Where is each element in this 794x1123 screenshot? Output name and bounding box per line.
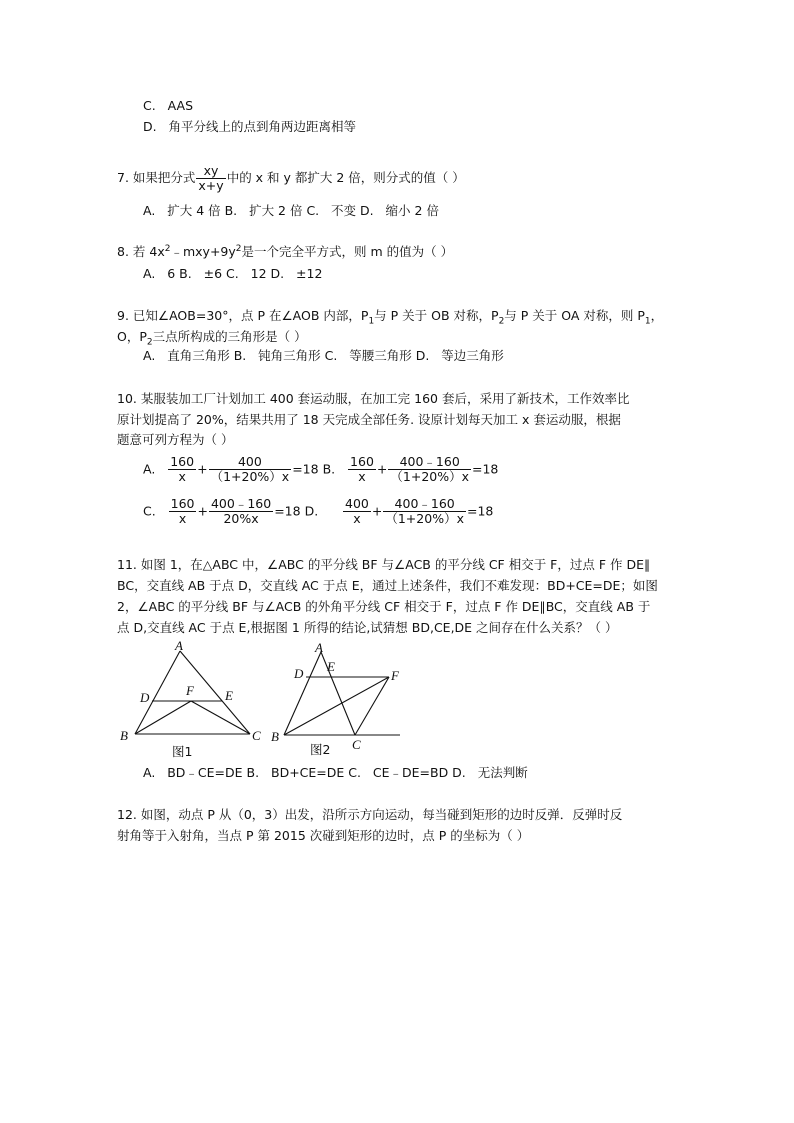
- q10-c-rhs: =18: [274, 503, 301, 519]
- q10-b-frac1: [348, 455, 376, 484]
- q7-numerator: xy: [196, 164, 225, 179]
- q7-options: A. 扩大 4 倍 B. 扩大 2 倍 C. 不变 D. 缩小 2 倍: [143, 203, 439, 218]
- fig1-label-b: B: [120, 728, 128, 743]
- q10-a-plus: +: [197, 461, 208, 477]
- q8-options: A. 6 B. ±6 C. 12 D. ±12: [143, 266, 323, 281]
- q10-d-label: D.: [304, 503, 319, 519]
- q11-figures: [110, 636, 410, 760]
- fig2-label-a: A: [315, 640, 323, 655]
- q9-text-d: ，: [650, 308, 664, 323]
- fig2-caption: 图2: [310, 742, 331, 757]
- q10-b-label: B.: [322, 461, 336, 477]
- fig1-label-a: A: [175, 638, 183, 653]
- q10-b-plus: +: [376, 461, 388, 477]
- q10-line3: 题意可列方程为（ ）: [117, 432, 234, 447]
- q9-text-a: 9. 已知∠AOB=30°，点 P 在∠AOB 内部，P: [117, 308, 369, 323]
- fig1-bisector-cf: [191, 701, 250, 734]
- q10-d-f2-den: （1+20%）x: [385, 511, 464, 526]
- q10-d-plus: +: [371, 503, 383, 519]
- q10-option-a: [143, 452, 498, 487]
- q9-line2-a: O，P: [117, 329, 147, 344]
- q9-sub3: 1: [644, 316, 651, 327]
- question-7: [117, 163, 465, 193]
- q10-c-f1-num: 160: [170, 496, 195, 511]
- q9-line2-b: 三点所构成的三角形是（ ）: [152, 329, 307, 344]
- q7-denominator: x+y: [198, 178, 224, 193]
- q12-line2: 射角等于入射角，当点 P 第 2015 次碰到矩形的边时，点 P 的坐标为（ ）: [117, 828, 530, 843]
- fig1-label-f: F: [186, 683, 194, 698]
- q7-stem-pre: 7. 如果把分式: [117, 170, 196, 185]
- question-9-line2: [117, 329, 307, 348]
- option-c: C. AAS: [143, 98, 194, 113]
- q11-line3: 2，∠ABC 的平分线 BF 与∠ACB 的外角平分线 CF 相交于 F，过点 F 作 DE∥BC，交直线 AB 于: [117, 599, 651, 614]
- q10-c-frac1: [169, 497, 197, 526]
- q7-fraction: [196, 164, 225, 193]
- q10-b-f1-num: 160: [350, 454, 374, 469]
- q10-a-frac2: [209, 455, 292, 484]
- q10-line2: 原计划提高了 20%，结果共用了 18 天完成全部任务. 设原计划每天加工 x 套运动服，根据: [117, 412, 621, 427]
- q11-line1: 11. 如图 1，在△ABC 中，∠ABC 的平分线 BF 与∠ACB 的平分线 CF 相交于 F，过点 F 作 DE∥: [117, 557, 651, 572]
- fig2-ext-bisector-cf: [355, 677, 389, 735]
- q10-a-f2-den: （1+20%）x: [210, 469, 290, 484]
- q8-stem-post: 是一个完全平方式，则 m 的值为（ ）: [241, 244, 454, 259]
- q10-b-f2-den: （1+20%）x: [390, 469, 469, 484]
- q10-c-plus: +: [197, 503, 208, 519]
- q8-stem-mid: ﹣mxy+9y: [170, 244, 236, 259]
- q10-a-f2-num: 400: [209, 455, 292, 470]
- fig2-label-b: B: [271, 729, 279, 744]
- q10-a-frac1: [168, 455, 196, 484]
- fig2-bisector-bf: [284, 677, 389, 735]
- q10-c-frac2: [209, 497, 273, 526]
- fig2-label-e: E: [327, 659, 335, 674]
- q10-c-f2-den: 20%x: [223, 511, 259, 526]
- q9-options: A. 直角三角形 B. 钝角三角形 C. 等腰三角形 D. 等边三角形: [143, 348, 504, 363]
- q9-text-c: 与 P 关于 OA 对称，则 P: [504, 308, 645, 323]
- q10-d-f1-num: 400: [345, 496, 369, 511]
- fig1-caption: 图1: [172, 744, 193, 759]
- q10-b-frac2: [388, 455, 471, 484]
- q9-sub1: 1: [368, 316, 375, 327]
- q9-text-b: 与 P 关于 OB 对称，P: [374, 308, 499, 323]
- q12-line1: 12. 如图，动点 P 从（0，3）出发，沿所示方向运动，每当碰到矩形的边时反弹．反弹时反: [117, 807, 623, 822]
- q8-sup1: 2: [164, 243, 171, 254]
- question-9-line1: [117, 308, 664, 327]
- fig2-label-d: D: [294, 666, 304, 681]
- q10-b-f1-den: x: [358, 469, 366, 484]
- q9-sub2: 2: [498, 316, 505, 327]
- q8-stem-pre: 8. 若 4x: [117, 244, 165, 259]
- fig1-label-e: E: [225, 688, 233, 703]
- q10-a-rhs: =18: [292, 461, 319, 477]
- fig1-label-c: C: [252, 728, 261, 743]
- fig2-label-c: C: [352, 737, 361, 752]
- q10-b-f2-num: 400﹣160: [388, 455, 471, 470]
- option-d: D. 角平分线上的点到角两边距离相等: [143, 119, 357, 134]
- figure-2: [284, 652, 400, 735]
- question-8: [117, 244, 453, 260]
- q10-a-f1-num: 160: [170, 454, 195, 469]
- q11-line2: BC，交直线 AB 于点 D，交直线 AC 于点 E，通过上述条件，我们不难发现：BD+CE=DE；如图: [117, 578, 658, 593]
- q8-sup2: 2: [235, 243, 242, 254]
- fig1-label-d: D: [140, 690, 150, 705]
- q10-d-f2-num: 400﹣160: [383, 497, 466, 512]
- q10-d-f1-den: x: [353, 511, 361, 526]
- q10-line1: 10. 某服装加工厂计划加工 400 套运动服，在加工完 160 套后，采用了新技术，工作效率比: [117, 391, 630, 406]
- q10-d-frac1: [343, 497, 371, 526]
- fig2-side-ab: [284, 652, 321, 735]
- q9-line2-sub: 2: [146, 337, 153, 348]
- q10-a-label: A.: [143, 461, 156, 477]
- q10-a-f1-den: x: [178, 469, 186, 484]
- fig2-label-f: F: [391, 668, 399, 683]
- q10-c-f1-den: x: [178, 511, 187, 526]
- q10-d-frac2: [383, 497, 466, 526]
- q10-d-rhs: =18: [466, 503, 494, 519]
- q11-line4: 点 D,交直线 AC 于点 E,根据图 1 所得的结论,试猜想 BD,CE,DE 之间存在什么关系？（ ）: [117, 620, 618, 635]
- q10-c-f2-num: 400﹣160: [210, 496, 272, 511]
- q10-c-label: C.: [143, 503, 156, 519]
- q10-b-rhs: =18: [472, 461, 499, 477]
- q7-stem-post: 中的 x 和 y 都扩大 2 倍，则分式的值（ ）: [226, 170, 465, 185]
- q10-option-c: [143, 494, 493, 529]
- q11-options: A. BD﹣CE=DE B. BD+CE=DE C. CE﹣DE=BD D. 无法判断: [143, 765, 528, 780]
